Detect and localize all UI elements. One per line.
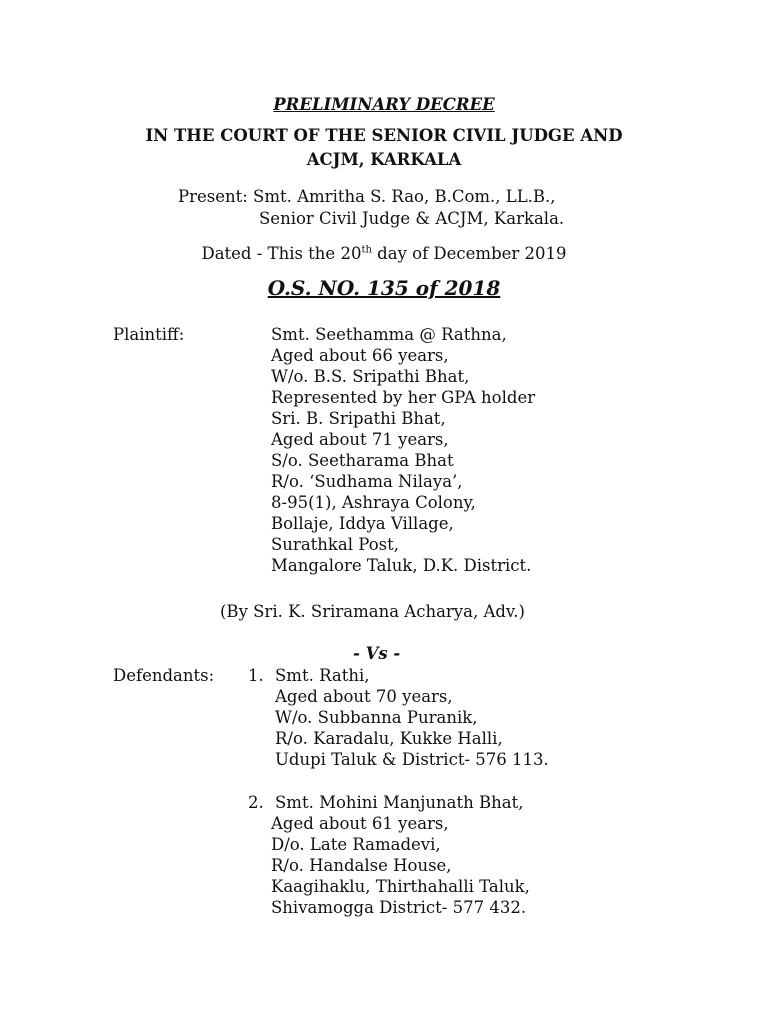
defendant-line: R/o. Karadalu, Kukke Halli, bbox=[275, 729, 503, 748]
plaintiff-line: W/o. B.S. Sripathi Bhat, bbox=[271, 367, 470, 386]
plaintiff-line: Bollaje, Iddya Village, bbox=[271, 514, 454, 533]
plaintiff-advocate: (By Sri. K. Sriramana Acharya, Adv.) bbox=[220, 602, 525, 621]
dated-prefix: Dated - This the 20 bbox=[201, 244, 362, 263]
court-line: IN THE COURT OF THE SENIOR CIVIL JUDGE AND bbox=[145, 126, 623, 145]
defendant-2-name bbox=[275, 792, 523, 813]
plaintiff-details bbox=[271, 324, 535, 576]
plaintiff-line: Sri. B. Sripathi Bhat, bbox=[271, 409, 446, 428]
judge-designation: Senior Civil Judge & ACJM, Karkala. bbox=[259, 209, 565, 228]
defendant-number: 1. bbox=[248, 666, 264, 685]
dated-suffix: day of December 2019 bbox=[371, 244, 567, 263]
defendant-line: Udupi Taluk & District- 576 113. bbox=[275, 750, 549, 769]
document-heading: PRELIMINARY DECREE bbox=[273, 95, 495, 114]
defendant-line: D/o. Late Ramadevi, bbox=[271, 835, 441, 854]
defendant-number: 2. bbox=[248, 793, 264, 812]
plaintiff-line: Aged about 66 years, bbox=[271, 346, 449, 365]
court-line: ACJM, KARKALA bbox=[306, 150, 462, 169]
defendant-line: Smt. Rathi, bbox=[275, 666, 370, 685]
defendants-label: Defendants: bbox=[113, 666, 215, 685]
plaintiff-line: Smt. Seethamma @ Rathna, bbox=[271, 325, 507, 344]
defendant-1-details bbox=[275, 665, 549, 770]
dated-ordinal: th bbox=[361, 244, 372, 256]
defendant-line: Kaagihaklu, Thirthahalli Taluk, bbox=[271, 877, 530, 896]
defendant-line: W/o. Subbanna Puranik, bbox=[275, 708, 478, 727]
defendant-line: R/o. Handalse House, bbox=[271, 856, 452, 875]
plaintiff-line: S/o. Seetharama Bhat bbox=[271, 451, 454, 470]
defendant-line: Smt. Mohini Manjunath Bhat, bbox=[275, 793, 524, 812]
versus-separator: - Vs - bbox=[353, 644, 401, 663]
court-name bbox=[0, 124, 768, 172]
plaintiff-line: Surathkal Post, bbox=[271, 535, 399, 554]
defendant-line: Aged about 61 years, bbox=[271, 814, 449, 833]
plaintiff-line: R/o. ‘Sudhama Nilaya’, bbox=[271, 472, 463, 491]
plaintiff-label: Plaintiff: bbox=[113, 325, 185, 344]
plaintiff-line: Aged about 71 years, bbox=[271, 430, 449, 449]
case-number: O.S. NO. 135 of 2018 bbox=[267, 276, 501, 300]
dated-line bbox=[0, 243, 768, 264]
plaintiff-line: Represented by her GPA holder bbox=[271, 388, 536, 407]
plaintiff-line: Mangalore Taluk, D.K. District. bbox=[271, 556, 532, 575]
plaintiff-line: 8-95(1), Ashraya Colony, bbox=[271, 493, 476, 512]
present-judge: Present: Smt. Amritha S. Rao, B.Com., LL.B., bbox=[178, 187, 556, 206]
defendant-line: Shivamogga District- 577 432. bbox=[271, 898, 527, 917]
defendant-line: Aged about 70 years, bbox=[275, 687, 453, 706]
defendant-2-details bbox=[271, 813, 530, 918]
